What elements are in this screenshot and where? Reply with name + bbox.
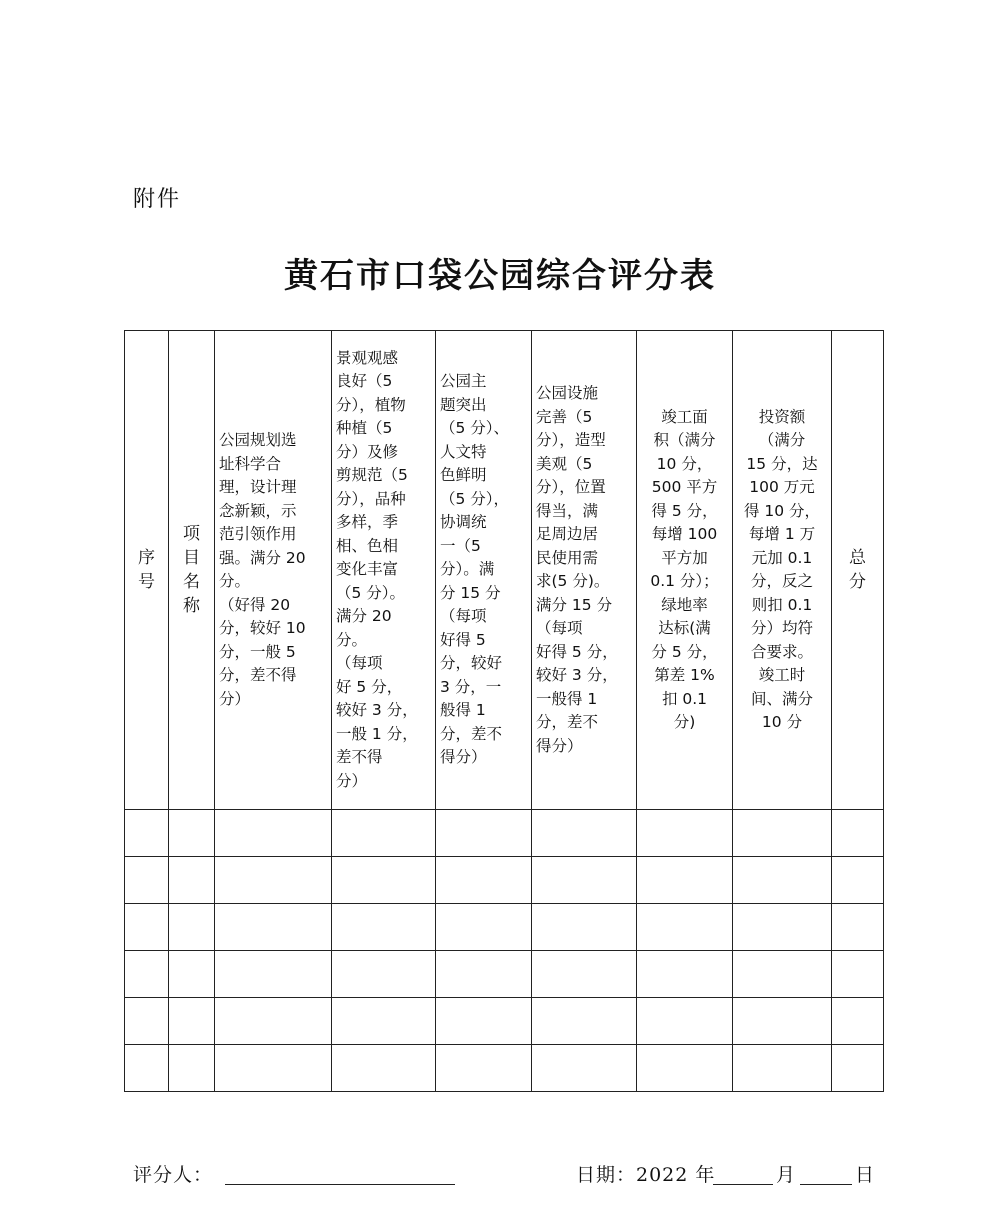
table-cell xyxy=(332,1045,436,1092)
scorer-signature-line[interactable] xyxy=(225,1184,455,1185)
table-cell xyxy=(332,998,436,1045)
table-cell xyxy=(832,904,884,951)
header-area-criteria: 竣工面 积（满分 10 分， 500 平方 得 5 分， 每增 100 平方加 0.1 分）； 绿地率 达标(满 分 5 分， 第差 1% 扣 0.1 分) xyxy=(637,331,733,810)
table-cell xyxy=(215,951,332,998)
table-cell xyxy=(733,810,832,857)
attachment-label: 附件 xyxy=(133,187,182,212)
table-cell xyxy=(733,1045,832,1092)
table-cell xyxy=(215,998,332,1045)
table-cell xyxy=(832,810,884,857)
table-cell xyxy=(436,951,532,998)
table-cell xyxy=(532,998,637,1045)
table-cell xyxy=(169,904,215,951)
header-theme-criteria: 公园主 题突出 （5 分）、 人文特 色鲜明 （5 分）， 协调统 一（5 分）。满 分 15 分 （每项 好得 5 分，较好 3 分，一 般得 1 分，差不 得分） xyxy=(436,331,532,810)
table-cell xyxy=(436,857,532,904)
page-title: 黄石市口袋公园综合评分表 xyxy=(284,256,716,296)
table-cell xyxy=(436,1045,532,1092)
table-cell xyxy=(532,1045,637,1092)
table-cell xyxy=(532,857,637,904)
table-cell xyxy=(637,998,733,1045)
header-investment-criteria: 投资额 （满分 15 分，达 100 万元 得 10 分， 每增 1 万 元加 0.1 分，反之 则扣 0.1 分）均符 合要求。 竣工时 间、满分 10 分 xyxy=(733,331,832,810)
table-cell xyxy=(832,857,884,904)
table-cell xyxy=(733,951,832,998)
table-cell xyxy=(436,904,532,951)
table-cell xyxy=(637,1045,733,1092)
table-cell xyxy=(332,857,436,904)
table-cell xyxy=(125,951,169,998)
table-cell xyxy=(733,998,832,1045)
table-cell xyxy=(169,1045,215,1092)
table-cell xyxy=(832,1045,884,1092)
header-facilities-criteria: 公园设施 完善（5 分），造型 美观（5 分），位置 得当，满 足周边居 民使用需 求(5 分)。 满分 15 分 （每项 好得 5 分， 较好 3 分， 一般得 1 分，差不 得分） xyxy=(532,331,637,810)
table-cell xyxy=(169,951,215,998)
scorer-label: 评分人： xyxy=(133,1164,214,1186)
table-row xyxy=(125,904,884,951)
table-cell xyxy=(125,857,169,904)
table-cell xyxy=(832,951,884,998)
table-cell xyxy=(733,904,832,951)
table-cell xyxy=(832,998,884,1045)
table-row xyxy=(125,998,884,1045)
header-total-score: 总 分 xyxy=(832,331,884,810)
table-cell xyxy=(332,951,436,998)
score-table xyxy=(124,330,884,1092)
table-cell xyxy=(436,810,532,857)
table-cell xyxy=(169,810,215,857)
header-project-name: 项 目 名 称 xyxy=(169,331,215,810)
table-cell xyxy=(125,1045,169,1092)
table-cell xyxy=(125,810,169,857)
table-cell xyxy=(637,904,733,951)
month-blank-line[interactable] xyxy=(713,1184,773,1185)
table-cell xyxy=(215,1045,332,1092)
table-cell xyxy=(215,857,332,904)
table-cell xyxy=(532,904,637,951)
day-blank-line[interactable] xyxy=(800,1184,852,1185)
table-cell xyxy=(332,904,436,951)
table-row xyxy=(125,857,884,904)
header-serial-number: 序 号 xyxy=(125,331,169,810)
table-cell xyxy=(733,857,832,904)
table-row xyxy=(125,951,884,998)
table-cell xyxy=(169,998,215,1045)
table-cell xyxy=(215,810,332,857)
table-cell xyxy=(637,951,733,998)
table-cell xyxy=(169,857,215,904)
table-row xyxy=(125,1045,884,1092)
header-planning-criteria: 公园规划选 址科学合 理，设计理 念新颖，示 范引领作用 强。满分 20 分。 （好得 20 分，较好 10 分，一般 5 分，差不得 分） xyxy=(215,331,332,810)
table-row xyxy=(125,810,884,857)
table-cell xyxy=(125,904,169,951)
month-label: 月 xyxy=(776,1164,797,1186)
day-label: 日 xyxy=(855,1164,876,1186)
header-landscape-criteria: 景观观感 良好（5 分），植物 种植（5 分）及修 剪规范（5 分），品种 多样，季 相、色相 变化丰富 （5 分）。 满分 20 分。 （每项 好 5 分， 较好 3 分， 一般 1 分， 差不得 分） xyxy=(332,331,436,810)
table-cell xyxy=(125,998,169,1045)
table-cell xyxy=(436,998,532,1045)
table-cell xyxy=(532,810,637,857)
table-cell xyxy=(532,951,637,998)
table-cell xyxy=(332,810,436,857)
header-row xyxy=(125,331,884,810)
table-cell xyxy=(215,904,332,951)
table-cell xyxy=(637,810,733,857)
table-cell xyxy=(637,857,733,904)
date-label: 日期：2022 年 xyxy=(576,1164,716,1186)
